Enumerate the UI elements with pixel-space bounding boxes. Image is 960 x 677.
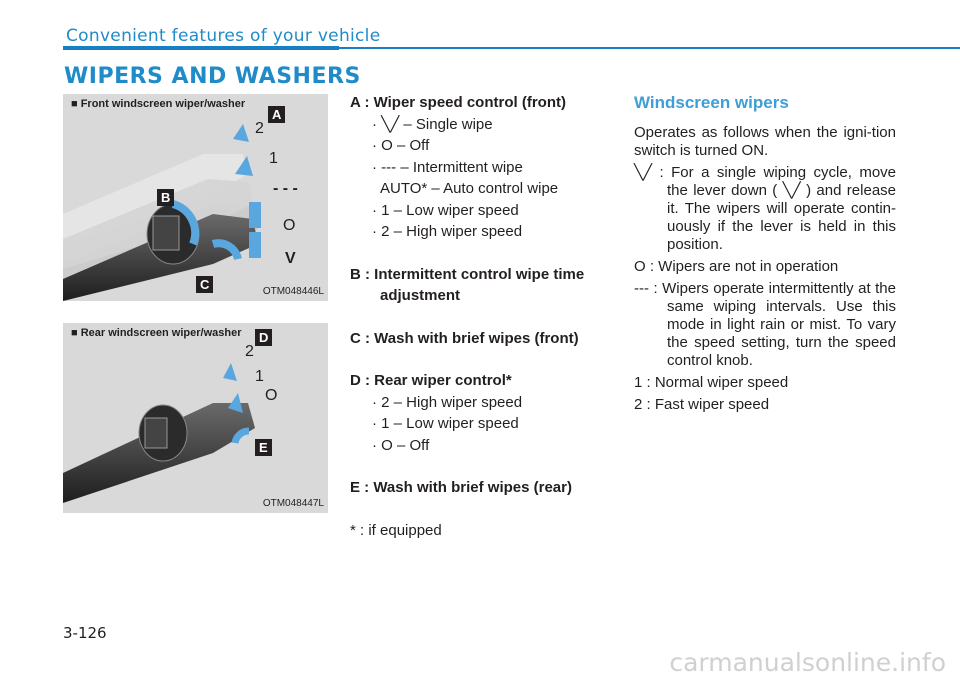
page-title: WIPERS AND WASHERS xyxy=(64,64,361,89)
legend-c-heading: C : Wash with brief wipes (front) xyxy=(350,329,579,347)
footnote: * : if equipped xyxy=(350,521,442,539)
legend-e-heading: E : Wash with brief wipes (rear) xyxy=(350,479,572,496)
legend-a-item: · --- – Intermittent wipe xyxy=(372,158,523,176)
watermark: carmanualsonline.info xyxy=(669,648,946,677)
label-1: 1 xyxy=(269,150,278,167)
label-2: 2 xyxy=(255,120,264,137)
legend-a-item: · 2 – High wiper speed xyxy=(372,223,523,240)
callout-b: B xyxy=(161,190,171,205)
definition-fast: 2 : Fast wiper speed xyxy=(634,396,770,413)
label-off: O xyxy=(283,217,296,234)
legend-a-item: AUTO* – Auto control wipe xyxy=(380,180,559,197)
definition-intermittent: --- : Wipers operate intermittently at the same wiping intervals. Use this mode in light rain or mist. To vary the speed setting, turn the speed control knob. xyxy=(634,280,896,369)
legend-b-heading-cont: adjustment xyxy=(380,287,461,304)
label-2: 2 xyxy=(245,343,254,360)
callout-a: A xyxy=(272,107,282,122)
control-legend xyxy=(350,92,615,541)
callout-c: C xyxy=(200,277,210,292)
figure-code: OTM048447L xyxy=(262,498,324,509)
label-single: V xyxy=(285,250,296,267)
section-heading: Windscreen wipers xyxy=(634,93,789,112)
header-rule xyxy=(63,46,339,50)
figure-code: OTM048446L xyxy=(262,286,324,297)
legend-d-heading: D : Rear wiper control* xyxy=(350,372,512,389)
label-1: 1 xyxy=(255,368,264,385)
rear-wiper-figure xyxy=(63,323,328,513)
legend-b-heading: B : Intermittent control wipe time xyxy=(350,265,585,283)
callout-d: D xyxy=(259,330,269,345)
legend-a-item: · ╲╱ – Single wipe xyxy=(372,115,493,133)
section-header: Convenient features of your vehicle xyxy=(66,26,381,46)
windscreen-wipers-section xyxy=(634,92,896,418)
legend-a-heading: A : Wiper speed control (front) xyxy=(350,94,566,111)
legend-a-item: · 1 – Low wiper speed xyxy=(372,201,519,219)
definition-single: ╲╱ : For a single wiping cycle, move the lever down ( ╲╱ ) and release it. The wipers will operate contin-uously if the lever is held in this position. xyxy=(634,164,896,253)
intro-text: Operates as follows when the igni-tion switch is turned ON. xyxy=(634,124,896,159)
front-wiper-figure xyxy=(63,94,328,301)
figure-caption: ■ Rear windscreen wiper/washer xyxy=(71,327,242,339)
definition-off: O : Wipers are not in operation xyxy=(634,258,839,275)
header-rule-thin xyxy=(339,47,960,49)
legend-d-item: · O – Off xyxy=(372,436,430,454)
label-off: O xyxy=(265,387,278,404)
legend-a-item: · O – Off xyxy=(372,137,430,154)
page-number: 3-126 xyxy=(63,624,107,642)
legend-d-item: · 1 – Low wiper speed xyxy=(372,415,519,432)
label-intermittent: - - - xyxy=(273,180,298,197)
legend-d-item: · 2 – High wiper speed xyxy=(372,393,523,411)
definition-normal: 1 : Normal wiper speed xyxy=(634,374,789,391)
callout-e: E xyxy=(259,440,268,455)
rear-wiper-illustration xyxy=(63,323,328,513)
figure-caption: ■ Front windscreen wiper/washer xyxy=(71,98,246,110)
